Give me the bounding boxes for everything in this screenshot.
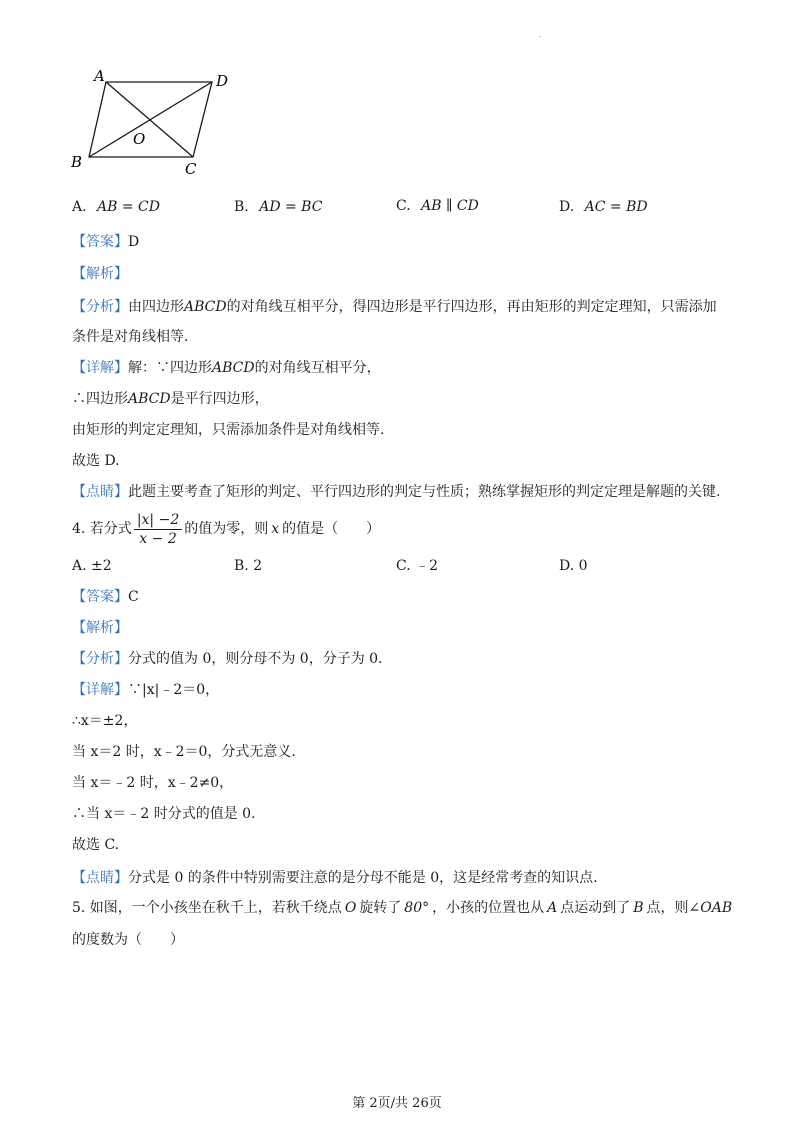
q3-fenxi-line2: 条件是对角线相等. [72, 329, 189, 345]
option-letter: A. [72, 558, 87, 574]
q3-option-c [396, 196, 479, 216]
option-text: AC = BD [584, 199, 648, 215]
answer-tag: 【答案】 [72, 234, 128, 250]
option-text: AD = BC [259, 199, 323, 215]
text: ，小孩的位置也从 [432, 900, 545, 916]
q5-stem-line1 [72, 898, 732, 918]
text: 分式是 0 的条件中特别需要注意的是分母不能是 0，这是经常考查的知识点. [128, 870, 598, 886]
fraction [134, 511, 182, 548]
text: 分式的值为 0，则分母不为 0，分子为 0. [128, 651, 383, 667]
text: 的对角线互相平分，得四边形是平行四边形，再由矩形的判定定理知，只需添加 [226, 299, 717, 315]
text: 的对角线互相平分， [254, 360, 381, 376]
fenxi-tag: 【分析】 [72, 651, 128, 667]
q4-xiangjie-line5: ∴当 x＝﹣2 时分式的值是 0. [72, 806, 256, 822]
q3-xiangjie-line1 [72, 358, 381, 378]
q4-option-d [559, 556, 588, 576]
parallelogram-figure [60, 60, 260, 190]
text: 是平行四边形， [170, 391, 269, 407]
diagonal-bd [89, 82, 212, 157]
q3-option-a [72, 197, 160, 217]
point-a: A [547, 900, 558, 916]
point-o: O [344, 900, 357, 916]
option-text: 2 [253, 558, 263, 574]
xiangjie-tag: 【详解】 [72, 360, 128, 376]
option-text: AB ∥ CD [421, 198, 479, 214]
text: 解：∵四边形 [128, 360, 212, 376]
q3-answer [72, 232, 139, 252]
vertex-label-d: D [216, 72, 229, 90]
center-label-o: O [133, 130, 146, 148]
dianjing-tag: 【点睛】 [72, 484, 128, 500]
text: 旋转了 [359, 900, 402, 916]
xiangjie-tag: 【详解】 [72, 682, 128, 698]
q4-xiangjie-line3: 当 x＝2 时，x﹣2＝0，分式无意义. [72, 744, 296, 760]
text: 5. 如图，一个小孩坐在秋千上，若秋千绕点 [72, 900, 342, 916]
text: 4. 若分式 [72, 521, 132, 537]
var-x: x [271, 521, 280, 537]
option-letter: B. [234, 558, 249, 574]
page-footer: 第 2页/共 26页 [352, 1096, 442, 1111]
q3-dianjing [72, 482, 720, 502]
jiexi-tag: 【解析】 [72, 620, 128, 636]
q5-stem-line2: 的度数为（ ） [72, 932, 184, 948]
q3-xiangjie-line4: 故选 D. [72, 453, 120, 469]
numerator: |x| −2 [134, 511, 182, 530]
q3-option-d [559, 197, 648, 217]
option-letter: A. [72, 199, 87, 215]
text: 的值为零，则 [184, 521, 269, 537]
math-abcd: ABCD [212, 360, 255, 376]
math-abcd: ABCD [184, 299, 227, 315]
fenxi-tag: 【分析】 [72, 299, 128, 315]
text: 点运动到了 [560, 900, 631, 916]
speck: . [539, 30, 542, 39]
q4-xiangjie-line1 [72, 680, 219, 700]
text: 此题主要考查了矩形的判定、平行四边形的判定与性质；熟练掌握矩形的判定定理是解题的关键. [128, 484, 721, 500]
option-letter: C. [396, 558, 411, 574]
point-b: B [633, 900, 644, 916]
q3-option-b [234, 197, 322, 217]
vertex-label-a: A [94, 67, 105, 85]
q4-xiangjie-line6: 故选 C. [72, 837, 120, 853]
text: 由四边形 [128, 299, 184, 315]
option-text: ﹣2 [415, 558, 439, 574]
answer-value: C [128, 589, 139, 605]
option-letter: C. [396, 198, 411, 214]
q4-stem [72, 509, 380, 549]
option-letter: D. [559, 199, 575, 215]
denominator: x − 2 [139, 530, 177, 547]
q4-jiexi [72, 618, 128, 638]
text: 的值是（ ） [282, 521, 381, 537]
answer-value: D [128, 234, 140, 250]
math-abcd: ABCD [128, 391, 171, 407]
answer-tag: 【答案】 [72, 589, 128, 605]
q4-xiangjie-line4: 当 x＝﹣2 时，x﹣2≠0， [72, 775, 234, 791]
q4-option-c [396, 556, 438, 576]
q3-jiexi [72, 264, 128, 284]
angle-oab: ∠OAB [688, 900, 733, 916]
option-letter: B. [234, 199, 249, 215]
vertex-label-b: B [71, 153, 83, 171]
q3-xiangjie-line2 [72, 389, 269, 409]
option-text: ±2 [91, 558, 112, 574]
q3-xiangjie-line3: 由矩形的判定定理知，只需添加条件是对角线相等. [72, 422, 385, 438]
q3-fenxi-line1 [72, 297, 717, 317]
jiexi-tag: 【解析】 [72, 266, 128, 282]
q4-option-a [72, 556, 112, 576]
q4-dianjing [72, 868, 598, 888]
q4-answer [72, 587, 139, 607]
text: ∵|x|﹣2＝0， [128, 682, 220, 698]
angle-value: 80° [404, 900, 430, 916]
option-text: 0 [578, 558, 588, 574]
q4-option-b [234, 556, 262, 576]
text: ∴四边形 [72, 391, 128, 407]
q4-xiangjie-line2: ∴x＝±2， [72, 713, 138, 729]
vertex-label-c: C [185, 160, 197, 178]
text: 点，则 [646, 900, 689, 916]
dianjing-tag: 【点睛】 [72, 870, 128, 886]
q4-fenxi [72, 649, 383, 669]
option-letter: D. [559, 558, 575, 574]
option-text: AB = CD [97, 199, 160, 215]
